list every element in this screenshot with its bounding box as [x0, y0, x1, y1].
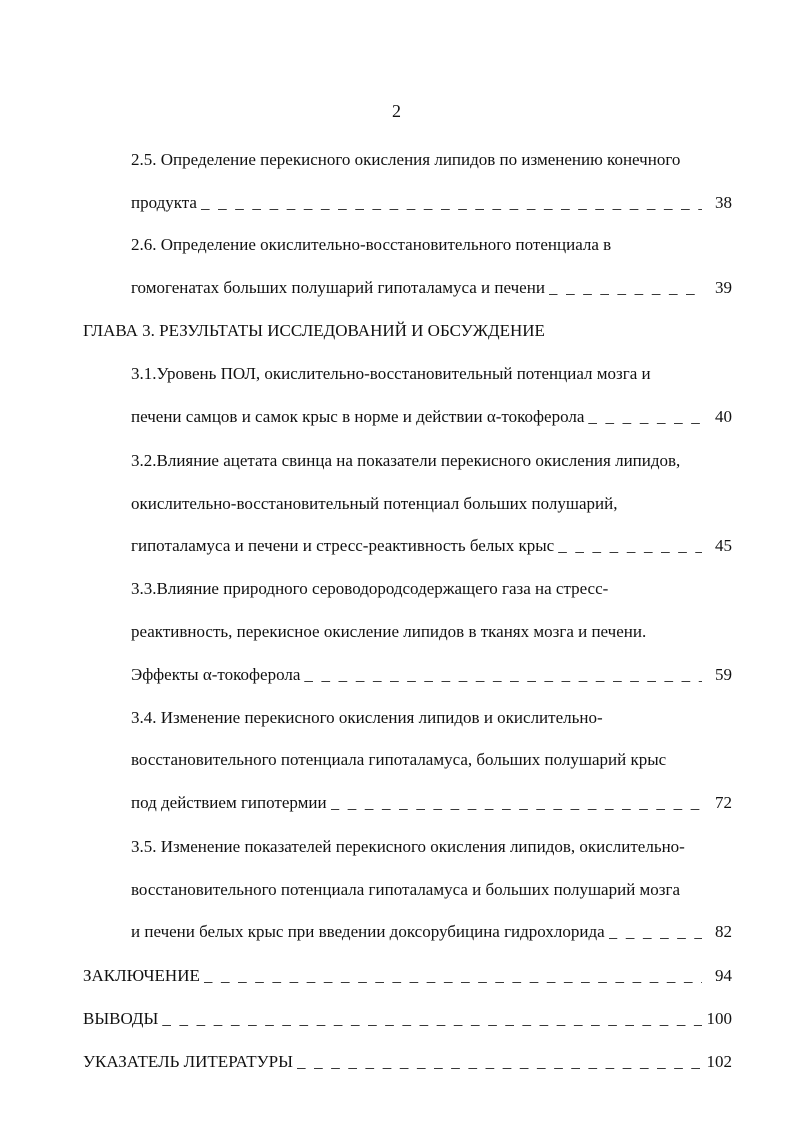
dot-leader [558, 533, 702, 559]
toc-3-1-line1: 3.1.Уровень ПОЛ, окислительно-восстановительный потенциал мозга и [131, 364, 651, 383]
toc-3-3-page: 59 [715, 665, 732, 684]
toc-2-6-page: 39 [715, 278, 732, 297]
toc-references-title: УКАЗАТЕЛЬ ЛИТЕРАТУРЫ [83, 1052, 293, 1071]
toc-3-2-line2: окислительно-восстановительный потенциал больших полушарий, [131, 494, 618, 513]
toc-conclusion-page: 94 [715, 966, 732, 985]
toc-2-5-line1: 2.5. Определение перекисного окисления липидов по изменению конечного [131, 150, 681, 169]
toc-3-3-line1: 3.3.Влияние природного сероводородсодержащего газа на стресс- [131, 579, 609, 598]
toc-entry-2-6 [131, 275, 732, 301]
dot-leader [162, 1006, 702, 1032]
toc-2-5-line2: продукта [131, 193, 197, 212]
dot-leader [204, 963, 702, 989]
toc-3-5-page: 82 [715, 922, 732, 941]
toc-3-5-line3: и печени белых крыс при введении доксорубицина гидрохлорида [131, 922, 605, 941]
toc-3-5-line1: 3.5. Изменение показателей перекисного окисления липидов, окислительно- [131, 837, 685, 856]
toc-2-6-line1: 2.6. Определение окислительно-восстановительного потенциала в [131, 235, 612, 254]
dot-leader [588, 404, 702, 430]
toc-3-4-line3: под действием гипотермии [131, 793, 327, 812]
toc-entry-findings [83, 1006, 732, 1032]
toc-3-5-line2: восстановительного потенциала гипоталамуса и больших полушарий мозга [131, 880, 681, 899]
dot-leader [297, 1049, 702, 1075]
toc-chapter-3-title: ГЛАВА 3. РЕЗУЛЬТАТЫ ИССЛЕДОВАНИЙ И ОБСУЖДЕНИЕ [83, 321, 545, 340]
toc-3-1-page: 40 [715, 407, 732, 426]
toc-conclusion-title: ЗАКЛЮЧЕНИЕ [83, 966, 200, 985]
toc-findings-title: ВЫВОДЫ [83, 1009, 159, 1028]
dot-leader [201, 190, 702, 216]
page-number: 2 [392, 101, 401, 121]
toc-findings-page: 100 [706, 1009, 732, 1028]
toc-3-4-page: 72 [715, 793, 732, 812]
dot-leader [609, 919, 702, 945]
toc-entry-3-4 [131, 790, 732, 816]
toc-entry-2-5 [131, 190, 732, 216]
toc-3-3-line2: реактивность, перекисное окисление липидов в тканях мозга и печени. [131, 622, 647, 641]
toc-2-6-line2: гомогенатах больших полушарий гипоталамуса и печени [131, 278, 545, 297]
toc-references-page: 102 [706, 1052, 732, 1071]
toc-entry-3-5 [131, 919, 732, 945]
dot-leader [304, 662, 702, 688]
toc-entry-references [83, 1049, 732, 1075]
toc-entry-3-2 [131, 533, 732, 559]
dot-leader [331, 790, 702, 816]
toc-entry-3-1 [131, 404, 732, 430]
toc-3-2-page: 45 [715, 536, 732, 555]
dot-leader [549, 275, 702, 301]
toc-entry-conclusion [83, 963, 732, 989]
toc-3-1-line2: печени самцов и самок крыс в норме и действии α-токоферола [131, 407, 585, 426]
toc-3-3-line3: Эффекты α-токоферола [131, 665, 301, 684]
toc-3-2-line1: 3.2.Влияние ацетата свинца на показатели перекисного окисления липидов, [131, 451, 681, 470]
toc-3-2-line3: гипоталамуса и печени и стресс-реактивность белых крыс [131, 536, 555, 555]
toc-entry-3-3 [131, 662, 732, 688]
toc-3-4-line2: восстановительного потенциала гипоталамуса, больших полушарий крыс [131, 750, 667, 769]
toc-3-4-line1: 3.4. Изменение перекисного окисления липидов и окислительно- [131, 708, 603, 727]
toc-2-5-page: 38 [715, 193, 732, 212]
